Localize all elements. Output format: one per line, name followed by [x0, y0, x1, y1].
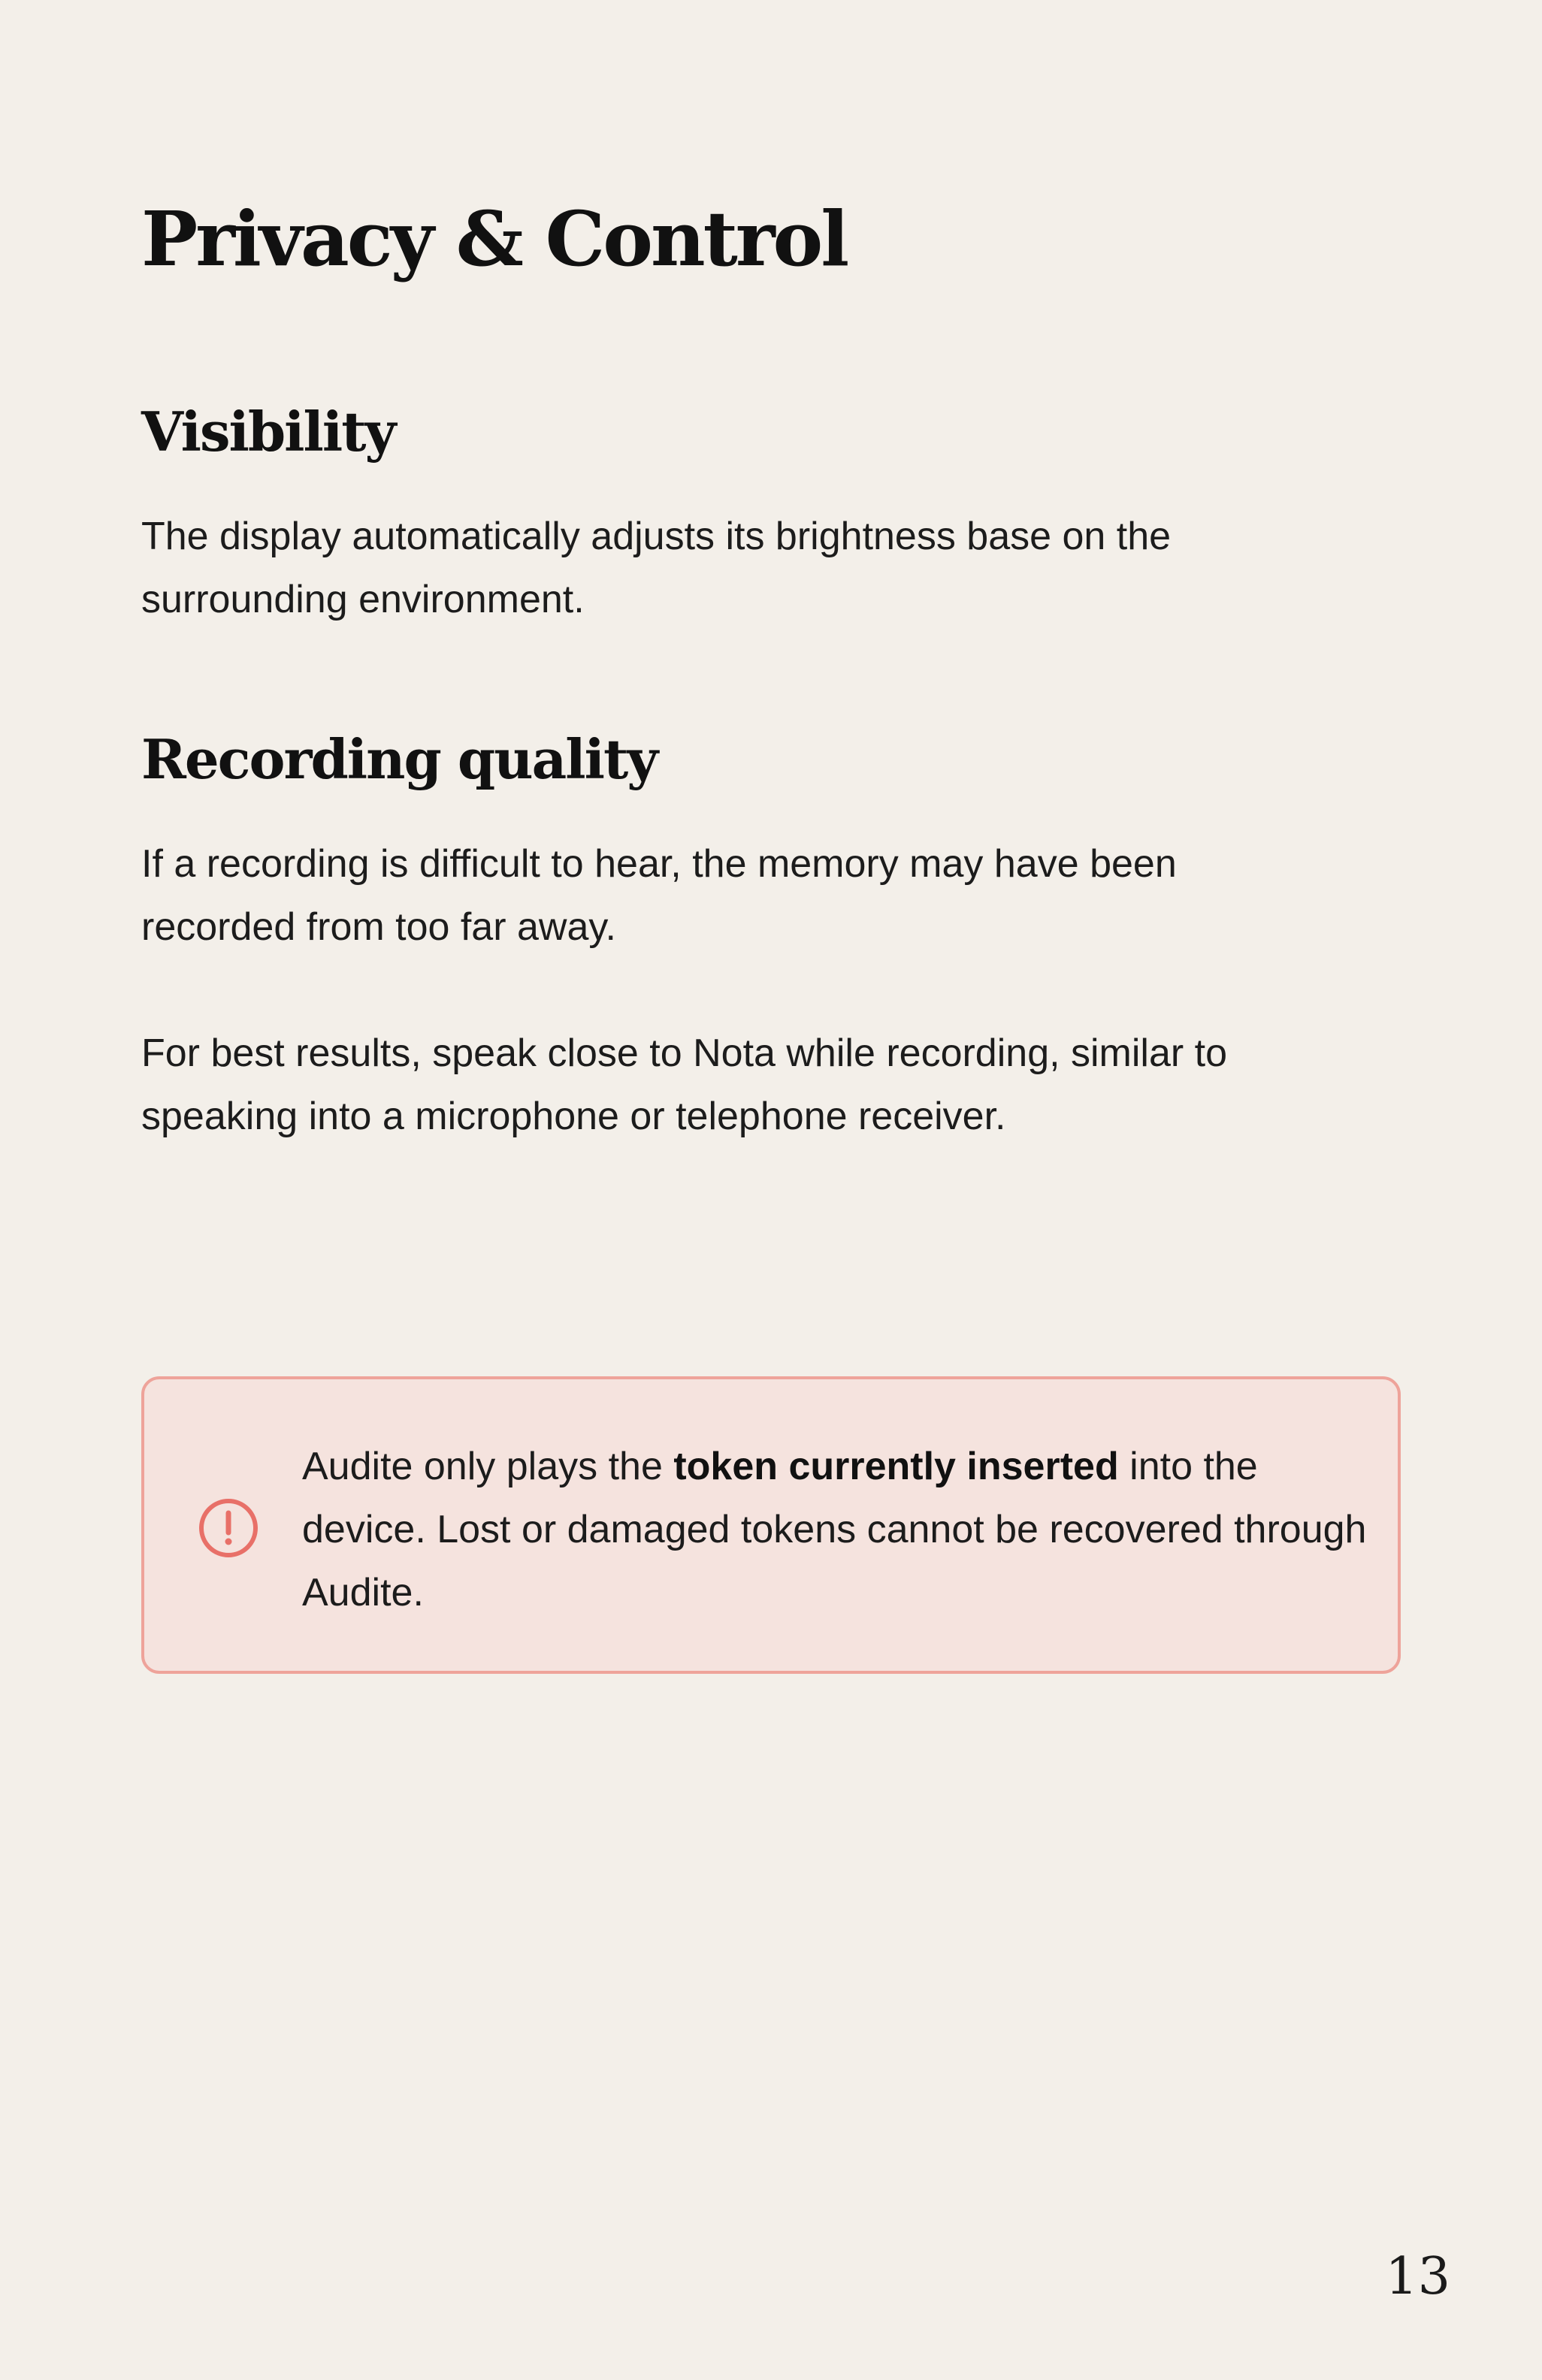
callout-text-end: into the device. Lost or damaged tokens cannot be recovered through Audite. [302, 1445, 1367, 1614]
section-heading-visibility: Visibility [141, 400, 395, 464]
callout-text-start: Audite only plays the [302, 1445, 674, 1488]
recording-quality-paragraph-1: If a recording is difficult to hear, the memory may have been recorded from too far away. [141, 842, 1177, 949]
alert-circle-icon [197, 1497, 260, 1560]
visibility-paragraph: The display automatically adjusts its brightness base on the surrounding environment. [141, 515, 1172, 621]
recording-quality-paragraph-2: For best results, speak close to Nota while recording, similar to speaking into a microphone or telephone receiver. [141, 1031, 1228, 1138]
page-title: Privacy & Control [141, 195, 848, 283]
callout-text-emphasis: token currently inserted [673, 1445, 1119, 1488]
page-number: 13 [1385, 2247, 1450, 2306]
warning-callout [141, 1376, 1401, 1674]
section-heading-recording-quality: Recording quality [141, 727, 658, 791]
callout-text [302, 1435, 1369, 1624]
